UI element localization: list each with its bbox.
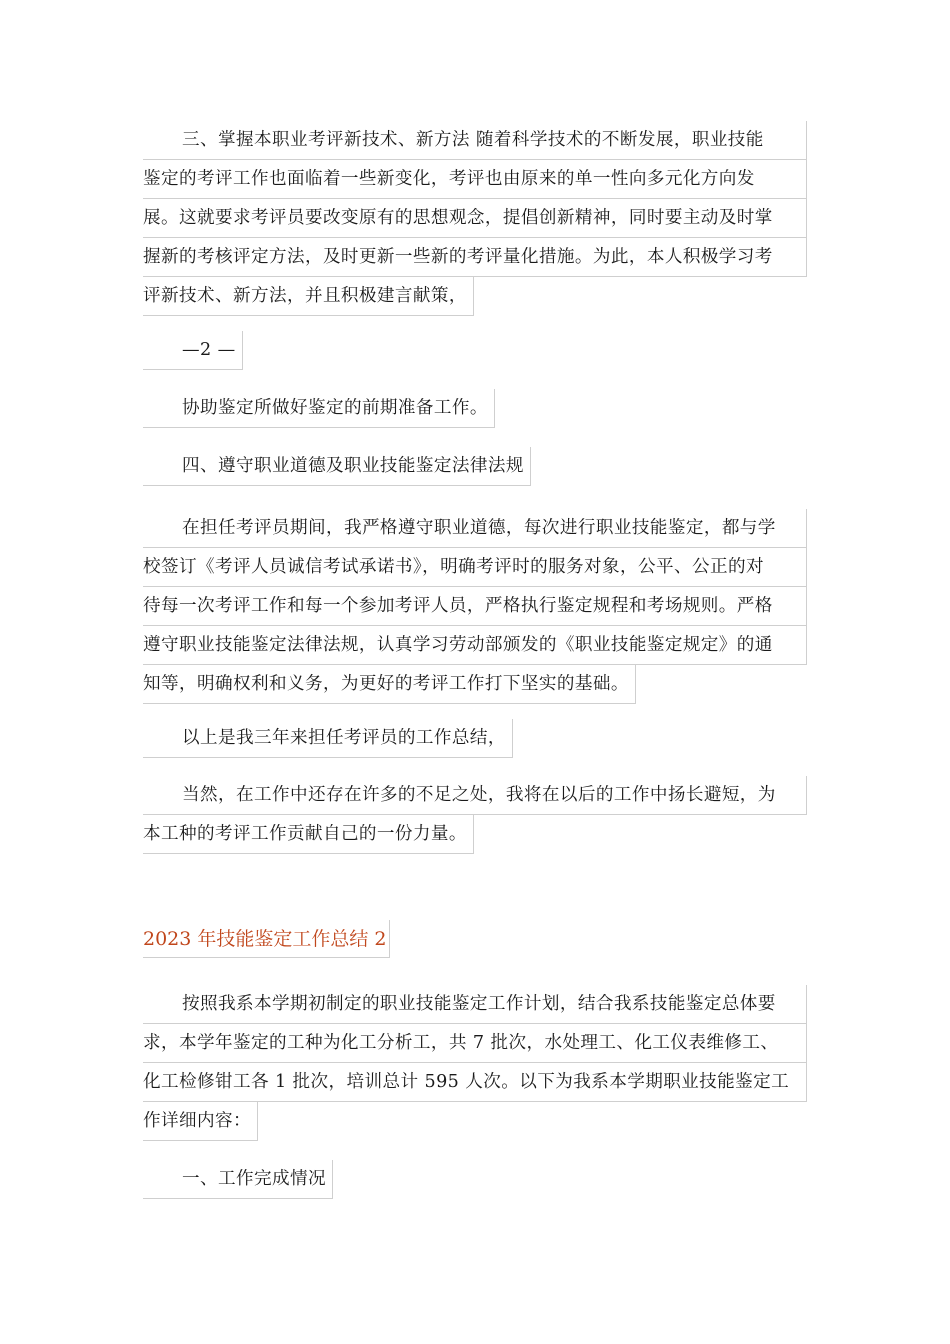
paragraph-line: 本工种的考评工作贡献自己的一份力量。 (143, 815, 474, 854)
paragraph-line: 鉴定的考评工作也面临着一些新变化，考评也由原来的单一性向多元化方向发 (143, 160, 807, 199)
paragraph-line: 求，本学年鉴定的工种为化工分析工，共 7 批次，水处理工、化工仪表维修工、 (143, 1024, 807, 1063)
page-number-block (143, 331, 807, 370)
paragraph-line: 以上是我三年来担任考评员的工作总结， (143, 719, 513, 758)
section4-paragraph (143, 509, 807, 704)
paragraph-line: 三、掌握本职业考评新技术、新方法 随着科学技术的不断发展，职业技能 (143, 121, 807, 160)
paragraph-line: 待每一次考评工作和每一个参加考评人员，严格执行鉴定规程和考场规则。严格 (143, 587, 807, 626)
paragraph-line: 展。这就要求考评员要改变原有的思想观念，提倡创新精神，同时要主动及时掌 (143, 199, 807, 238)
paragraph-line: 协助鉴定所做好鉴定的前期准备工作。 (143, 389, 495, 428)
summary-paragraph (143, 719, 807, 758)
section4-heading-block (143, 447, 807, 486)
article-title: 2023 年技能鉴定工作总结 2 (143, 920, 390, 958)
section3-paragraph (143, 121, 807, 316)
paragraph-line: 在担任考评员期间，我严格遵守职业道德，每次进行职业技能鉴定，都与学 (143, 509, 807, 548)
paragraph-line: 按照我系本学期初制定的职业技能鉴定工作计划，结合我系技能鉴定总体要 (143, 985, 807, 1024)
paragraph-line: 评新技术、新方法，并且积极建言献策， (143, 277, 474, 316)
paragraph-line: 遵守职业技能鉴定法律法规，认真学习劳动部颁发的《职业技能鉴定规定》的通 (143, 626, 807, 665)
closing-paragraph (143, 776, 807, 854)
section4-heading: 四、遵守职业道德及职业技能鉴定法律法规 (143, 447, 531, 486)
paragraph-line: 校签订《考评人员诚信考试承诺书》，明确考评时的服务对象，公平、公正的对 (143, 548, 807, 587)
paragraph-line: 握新的考核评定方法，及时更新一些新的考评量化措施。为此，本人积极学习考 (143, 238, 807, 277)
continued-paragraph (143, 389, 807, 428)
paragraph-line: 当然，在工作中还存在许多的不足之处，我将在以后的工作中扬长避短，为 (143, 776, 807, 815)
paragraph-line: 化工检修钳工各 1 批次，培训总计 595 人次。以下为我系本学期职业技能鉴定工 (143, 1063, 807, 1102)
section-subheading: 一、工作完成情况 (143, 1160, 333, 1199)
page-number: —2 — (143, 331, 243, 370)
paragraph-line: 作详细内容： (143, 1102, 258, 1141)
article2-intro-paragraph (143, 985, 807, 1141)
paragraph-line: 知等，明确权利和义务，为更好的考评工作打下坚实的基础。 (143, 665, 636, 704)
subheading-block (143, 1160, 807, 1199)
